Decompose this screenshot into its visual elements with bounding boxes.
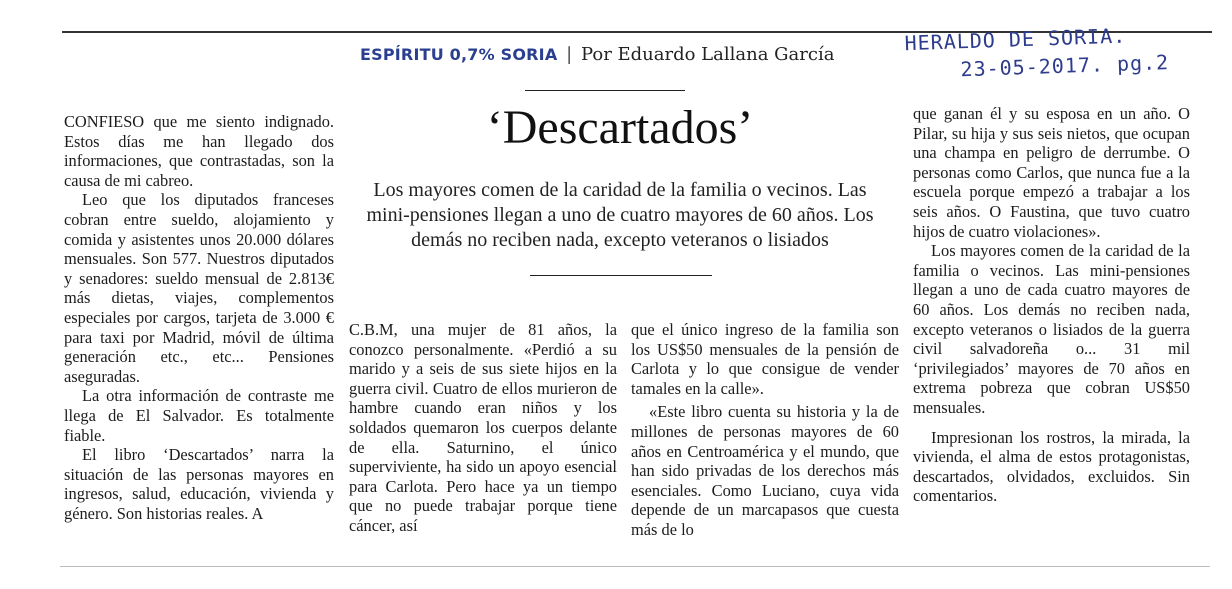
section-name: ESPÍRITU 0,7% SORIA [360, 45, 558, 64]
subtitle-bottom-rule [530, 275, 712, 276]
column-3 [631, 320, 899, 540]
column-1 [64, 112, 334, 523]
column-2 [349, 320, 617, 536]
byline: Por Eduardo Lallana García [580, 44, 835, 65]
handwritten-note [904, 19, 1206, 85]
paragraph: CONFIESO que me siento indignado. Estos días me han llegado dos informaciones, que contrastadas, son la causa de mi cabreo. [64, 112, 334, 190]
column-4 [913, 104, 1190, 506]
article-subtitle: Los mayores comen de la caridad de la familia o vecinos. Las mini-pensiones llegan a uno de cuatro mayores de 60 años. Los demás no reciben nada, excepto veteranos o lisiados [366, 179, 874, 251]
paragraph: que ganan él y su esposa en un año. O Pilar, su hija y sus seis nietos, que ocupan una champa en peligro de derrumbe. O personas como Carlos, que nunca fue a la escuela porque empezó a trabajar a los seis años. O Faustina, que tuvo cuatro hijos de cuatro violaciones». [913, 104, 1190, 241]
paragraph: «Este libro cuenta su historia y la de millones de personas mayores de 60 años en Centroamérica y el mundo, que han sido privadas de los derechos más esenciales. Como Luciano, cuya vida depende de un marcapasos que cuesta más de lo [631, 402, 899, 539]
paragraph: Los mayores comen de la caridad de la familia o vecinos. Las mini-pensiones llegan a uno de cada cuatro mayores de 60 años. Los demás no reciben nada, excepto veteranos o lisiados de la guerra civil salvadoreña o... 31 mil ‘privilegiados’ mayores de 70 años en extrema pobreza que cobran US$50 mensuales. [913, 241, 1190, 417]
article-title: ‘Descartados’ [486, 101, 754, 154]
paragraph: que el único ingreso de la familia son los US$50 mensuales de la pensión de Carlota y lo que consigue de vender tamales en la calle». [631, 320, 899, 398]
paragraph: La otra información de contraste me llega de El Salvador. Es totalmente fiable. [64, 386, 334, 445]
paragraph: C.B.M, una mujer de 81 años, la conozco personalmente. «Perdió a su marido y a seis de sus siete hijos en la guerra civil. Cuatro de ellos murieron de hambre cuando eran niños y los soldados quemaron los cuerpos delante de ella. Saturnino, el único superviviente, ha sido un apoyo esencial para Carlota. Pero hace ya un tiempo que no puede trabajar porque tiene cáncer, así [349, 320, 617, 535]
title-top-rule [525, 90, 685, 91]
header-separator: | [566, 44, 573, 65]
bottom-rule [60, 566, 1210, 567]
handwritten-note-line2: 23-05-2017. pg.2 [960, 50, 1170, 82]
paragraph: Impresionan los rostros, la mirada, la vivienda, el alma de estos protagonistas, descartados, olvidados, excluidos. Sin comentarios. [913, 427, 1190, 506]
paragraph: El libro ‘Descartados’ narra la situación de las personas mayores en ingresos, salud, educación, vivienda y género. Son historias reales. A [64, 445, 334, 523]
handwritten-note-line1: HERALDO DE SORIA. [904, 23, 1127, 56]
paragraph: Leo que los diputados franceses cobran entre sueldo, alojamiento y comida y asistentes unos 20.000 dólares mensuales. Son 577. Nuestros diputados y senadores: sueldo mensual de 2.813€ más dietas, viajes, complementos especiales por cargos, tarjeta de 3.000 € para taxi por Madrid, móvil de última generación etc., etc... Pensiones aseguradas. [64, 190, 334, 386]
article-header [360, 44, 880, 65]
